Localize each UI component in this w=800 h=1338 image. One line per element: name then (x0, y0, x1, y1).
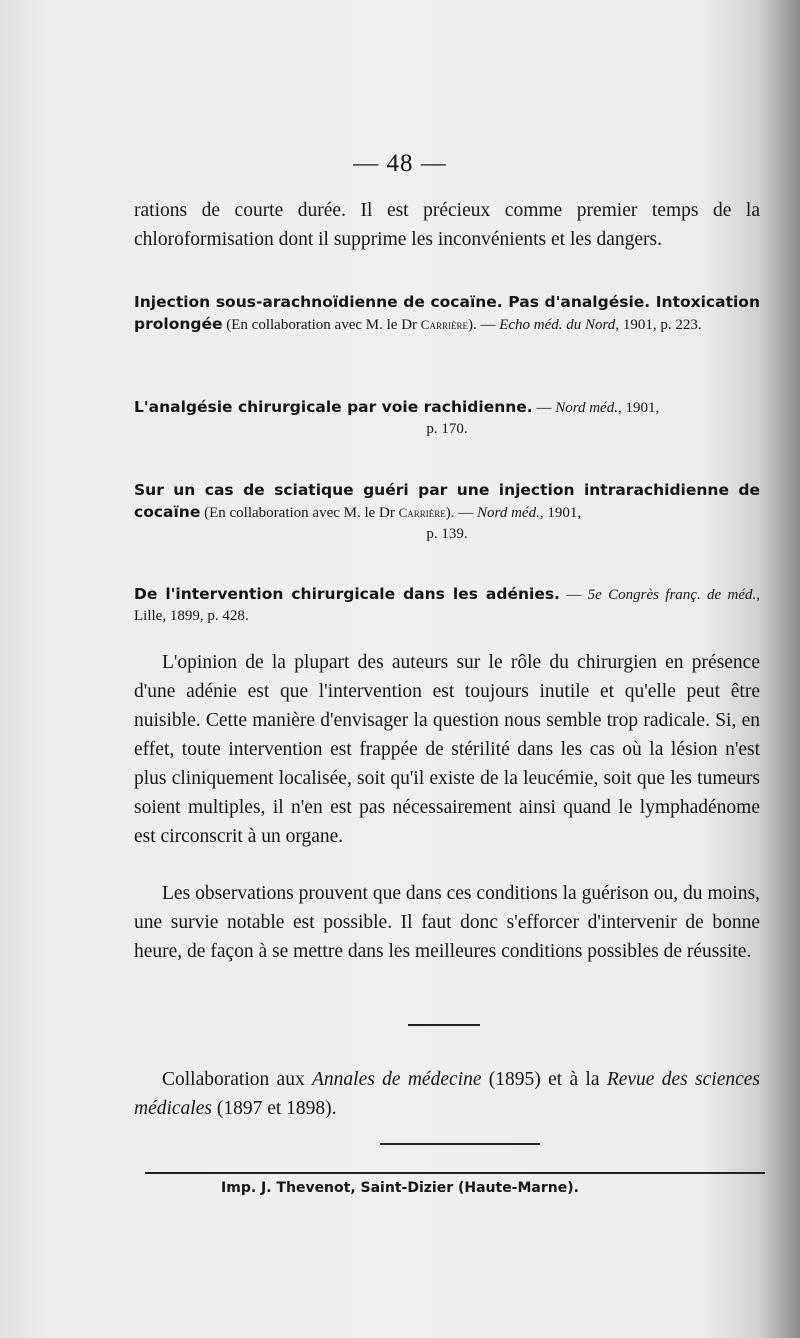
reference-separator: — (532, 400, 552, 416)
reference-entry (134, 480, 760, 545)
collaboration-journal: Annales de médecine (312, 1069, 482, 1090)
reference-title: De l'intervention chirurgicale dans les adénies. (134, 585, 560, 603)
reference-entry (134, 584, 760, 627)
imprint: Imp. J. Thevenot, Saint-Dizier (Haute-Marne). (221, 1180, 579, 1196)
collaboration-paragraph (134, 1065, 760, 1123)
reference-collab-prefix: (En collaboration avec M. le Dr (204, 505, 395, 521)
body-paragraph: Les observations prouvent que dans ces conditions la guérison ou, du moins, une survie notable est possible. Il faut donc s'efforcer d'intervenir de bonne heure, de façon à se mettre dans les meilleures conditions possibles de réussite. (134, 883, 760, 962)
reference-continuation: p. 139. (426, 526, 468, 542)
body-paragraph: L'opinion de la plupart des auteurs sur le rôle du chirurgien en présence d'une adénie est que l'intervention est toujours inutile et qu'elle peut être nuisible. Cette manière d'envisager la question nous semble trop radicale. Si, en effet, toute intervention est frappée de stérilité dans les cas où la lésion n'est plus cliniquement localisée, soit qu'il existe de la leucémie, soit que les tumeurs soient multiples, il n'en est pas nécessairement ainsi quand le lymphadénome est circonscrit à un organe. (134, 652, 760, 847)
reference-entry (134, 397, 760, 440)
page-number: — 48 — (353, 150, 447, 177)
collaboration-years: (1895) et à la (488, 1069, 600, 1090)
reference-source: 5e Congrès franç. de méd. (587, 587, 757, 603)
reference-collab-name: Carrière (398, 505, 446, 520)
reference-entry (134, 292, 760, 336)
reference-source: Nord méd. (555, 400, 618, 416)
reference-details: , 1901, (539, 505, 582, 521)
reference-title: L'analgésie chirurgicale par voie rachidienne. (134, 398, 533, 416)
reference-continuation: p. 170. (426, 421, 468, 437)
reference-details: , 1901, p. 223. (615, 317, 702, 333)
reference-details: , 1901, (617, 400, 660, 416)
reference-source: Nord méd. (477, 505, 540, 521)
collaboration-years: (1897 et 1898). (216, 1098, 337, 1119)
reference-collab-suffix: ). — (445, 505, 474, 521)
reference-details: , Lille, 1899, p. 428. (134, 587, 761, 624)
reference-collab-name: Carrière (420, 317, 468, 332)
section-divider (408, 1024, 480, 1026)
intro-paragraph: rations de courte durée. Il est précieux comme premier temps de la chloroformisation dont il supprime les inconvénients et les dangers. (134, 200, 760, 250)
collaboration-journal: Revue des sciences médicales (134, 1069, 761, 1119)
collaboration-prefix: Collaboration aux (162, 1069, 305, 1090)
reference-title: Injection sous-arachnoïdienne de cocaïne. Pas d'analgésie. Intoxication prolongée (134, 293, 760, 333)
imprint-rule (145, 1172, 765, 1174)
reference-title: Sur un cas de sciatique guéri par une injection intrarachidienne de cocaïne (134, 481, 760, 521)
reference-separator: — (559, 587, 582, 603)
reference-source: Echo méd. du Nord (499, 317, 616, 333)
section-divider (380, 1143, 540, 1145)
reference-collab-suffix: ). — (467, 317, 496, 333)
reference-collab-prefix: (En collaboration avec M. le Dr (226, 317, 418, 333)
